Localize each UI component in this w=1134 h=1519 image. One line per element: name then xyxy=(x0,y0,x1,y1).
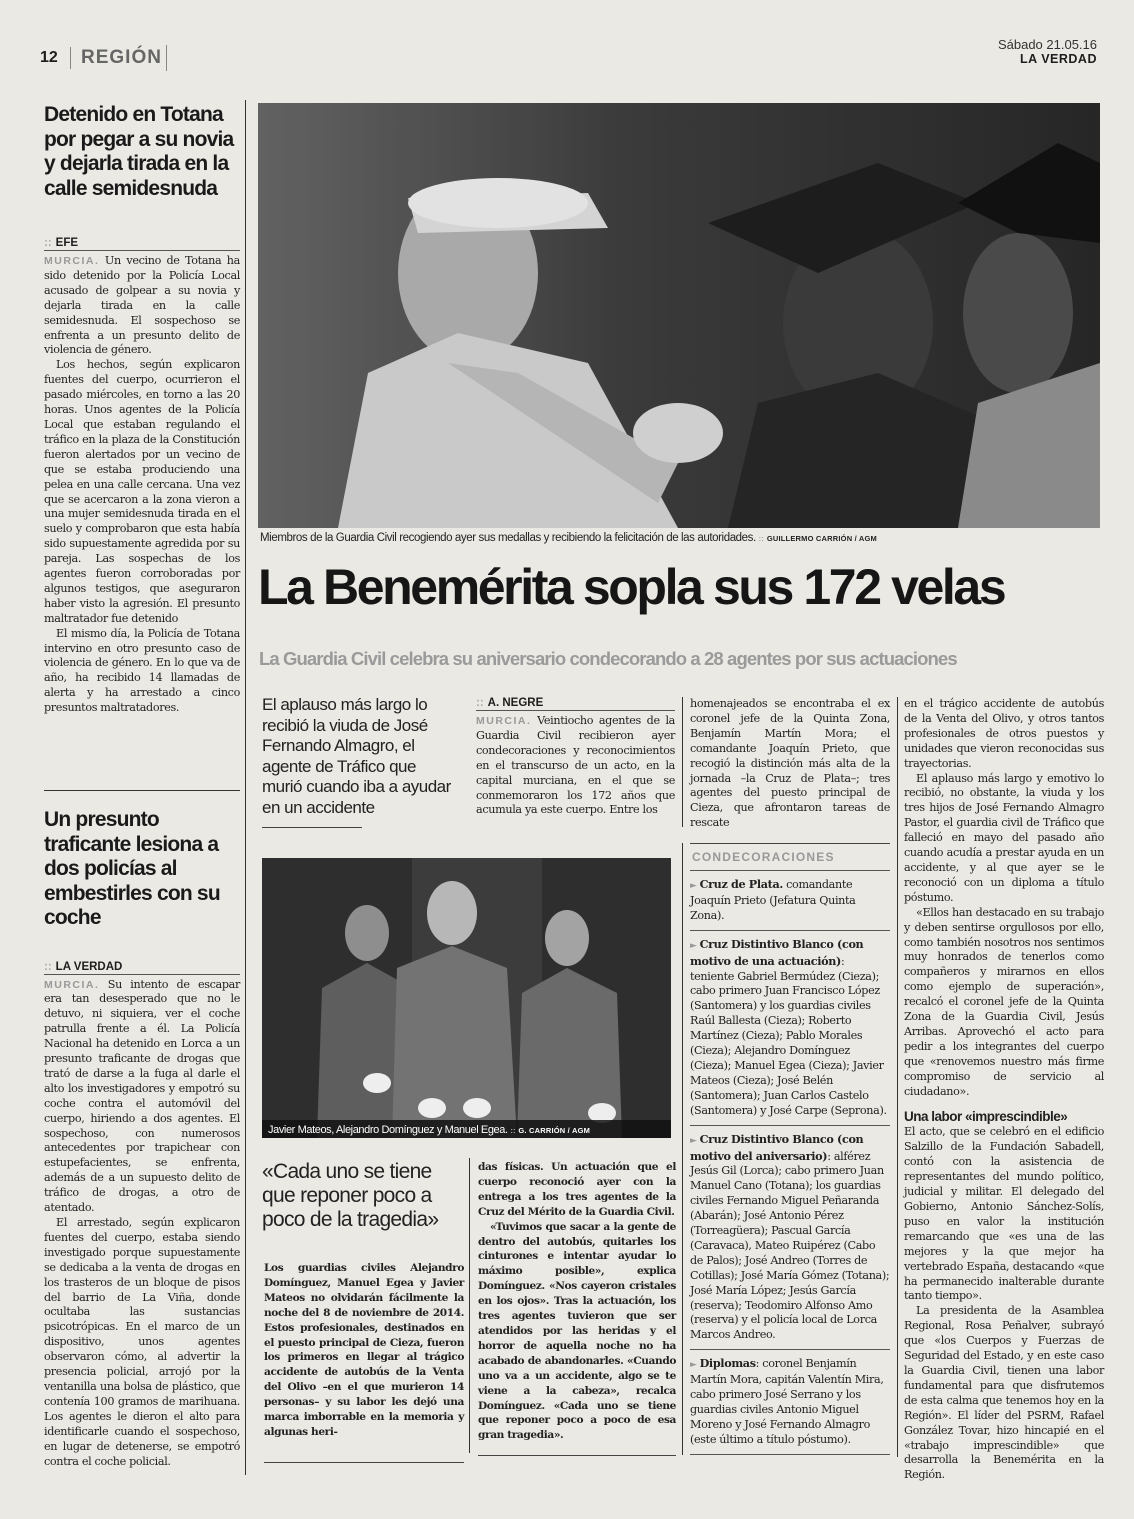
paragraph xyxy=(476,714,675,818)
paragraph: Los guardias civiles Alejandro Domínguez, Manuel Egea y Javier Mateos no olvidarán fácilmente la noche del 8 de noviembre de 2014. Estos profesionales, destinados en el puesto principal de Cieza, fueron los primeros en llegar al trágico accidente de autobús de la Venta del Olivo –en el que murieron 14 personas– y su labor les dejó una marca imborrable en la memoria y algunas heri- xyxy=(264,1262,464,1438)
decoration-item xyxy=(690,937,890,1119)
paragraph: El arrestado, según explicaron fuentes del cuerpo, estaba siendo investigado porque supuestamente se dedicaba a la venta de drogas en los trasteros de un bloque de pisos del barrio de La Viña, donde ocultaba las sustancias psicotrópicas. En el marco de un dispositivo, unos agentes observaron cómo, al advertir la presencia policial, arrojó por la ventanilla una bolsa de plástico, que contenía 100 gramos de marihuana. Los agentes le dieron el alto para identificarle cuando el sospechoso, en lugar de detenerse, se empotró contra el coche policial. xyxy=(44,1216,240,1468)
issue-date: Sábado 21.05.16 xyxy=(997,37,1097,52)
paragraph: «Tuvimos que sacar a la gente de dentro del autobús, quitarles los cinturones e intentar ayudar lo máximo posible», explica Domínguez. «Nos cayeron cristales en los ojos». Tras la actuación, los tres agentes tuvieron que ser atendidos por las heridas y el horror de aquella noche no ha acabado de abandonarles. «Cuando uno va a un accidente, algo se te viene a la cabeza», recalca Domínguez. «Cada uno se tiene que reponer poco a poco de esa gran tragedia». xyxy=(478,1220,676,1442)
photo-credit: G. CARRIÓN / AGM xyxy=(518,1126,591,1135)
paragraph: La presidenta de la Asamblea Regional, Rosa Peñalver, subrayó que «los Cuerpos y Fuerzas de Seguridad del Estado, y en este caso la Guardia Civil, tienen una labor fundamental para que disfrutemos de esta calma que tenemos hoy en la Región». El líder del PSRM, Rafael González Tovar, hizo hincapié en el «trabajo imprescindible» que desarrolla la Benemérita en la Región. xyxy=(904,1304,1104,1482)
column-divider xyxy=(682,697,683,827)
paragraph-text: Un vecino de Totana ha sido detenido por la Policía Local acusado de golpear a su novia y dejarla tirada en la calle semidesnuda. El sospechoso se enfrenta a un presunto delito de violencia de género. xyxy=(44,254,240,357)
main-headline: La Benemérita sopla sus 172 velas xyxy=(258,559,1005,615)
column-divider xyxy=(682,843,683,1455)
byline-marker-icon: :: xyxy=(44,237,52,249)
side-story-1 xyxy=(44,103,240,716)
decoration-text: : alférez Jesús Gil (Lorca); cabo primero Juan Manuel Cano (Totana); los guardias civiles Fernando Miguel Peñaranda (Abarán); José Antonio Pérez (Torreagüera); Pascual García (Caravaca), Mateo Ruipérez (Cabo de Palos); José Andreo (Torres de Cotillas); José María Gómez (Totana); José María López; Jesús García (reserva); Teodomiro Alfonso Amo (reserva) y el policía local de Lorca Marcos Andreo. xyxy=(690,1149,890,1342)
main-subheadline: La Guardia Civil celebra su aniversario condecorando a 28 agentes por sus actuaciones xyxy=(259,648,957,669)
decoration-item xyxy=(690,1132,890,1344)
sidebar-divider xyxy=(690,930,890,931)
decorations-sidebar xyxy=(690,843,890,1461)
paragraph-text: Su intento de escapar era tan desesperado que no le detuvo, ni siquiera, ver el coche patrulla frente a él. La Policía Nacional ha detenido en Lorca a un presunto traficante de drogas que trató de darse a la fuga al darle el alto los investigadores y empotró su coche contra el automóvil del cuerpo, hiriendo a dos agentes. El sospechoso, con numerosos antecedentes por trapichear con estupefacientes, se enfrenta, además de a un supuesto delito de tráfico de drogas, a otro de atentado. xyxy=(44,977,240,1215)
paragraph: «Ellos han destacado en su trabajo y deben sentirse orgullosos por ello, como también nosotros nos sentimos muy honrados de tenerlos como compañeros y mirarnos en ellos como ejemplo de superación», recalcó el coronel jefe de la Quinta Zona de la Guardia Civil, Jesús Arribas. Aprovechó el acto para pedir a los integrantes del cuerpo que «renovemos nuestro más firme compromiso de servicio al ciudadano». xyxy=(904,905,1104,1098)
inset-photo xyxy=(262,858,671,1138)
decoration-label: Diplomas xyxy=(699,1356,756,1371)
inset-bottom-rule xyxy=(264,1462,464,1463)
location-kicker: MURCIA. xyxy=(476,715,532,727)
side-story-1-byline xyxy=(44,237,240,251)
decoration-text: : teniente Gabriel Bermúdez (Cieza); cabo primero Juan Francisco López (Santomera) y los guardias civiles Raúl Ballesta (Cieza); Roberto Martínez (Cieza); Pablo Morales (Cieza); Alejandro Domínguez (Cieza); Manuel Egea (Cieza); Javier Mateos (Cieza); José Belén (Santomera); Juan Carlos Castelo (Santomera) y José Carpe (Seprona). xyxy=(690,954,887,1117)
sidebar-top-rule xyxy=(690,843,890,844)
byline-text: EFE xyxy=(55,237,79,249)
paragraph xyxy=(44,254,240,358)
pull-quote: El aplauso más largo lo recibió la viuda de José Fernando Almagro, el agente de Tráfico que murió cuando iba a ayudar en un accidente xyxy=(262,695,451,817)
paragraph: homenajeados se encontraba el ex coronel jefe de la Quinta Zona, Benjamín Martín Mora; el comandante Joaquín Prieto, que recogió la distinción más alta de la jornada –la Cruz de Plata–; tres agentes del puesto principal de Cieza, que afrontaron tareas de rescate xyxy=(690,697,890,830)
paragraph-text: Veintiocho agentes de la Guardia Civil recibieron ayer condecoraciones y reconocimientos en el transcurso de un acto, en la capital murciana, en el que se conmemoraron los 172 años que acumula ya este cuerpo. Entre los xyxy=(476,714,675,817)
main-col-1-body xyxy=(476,714,675,818)
main-photo-caption xyxy=(260,532,1100,544)
column-divider xyxy=(245,100,246,1475)
inset-quote-headline: «Cada uno se tiene que reponer poco a poco de la tragedia» xyxy=(262,1160,439,1231)
inset-photo-caption xyxy=(268,1124,590,1136)
main-byline xyxy=(476,697,675,711)
sidebar-title: CONDECORACIONES xyxy=(692,850,835,864)
story-separator xyxy=(44,790,240,791)
decoration-item xyxy=(690,877,890,924)
caption-text: Miembros de la Guardia Civil recogiendo ayer sus medallas y recibiendo la felicitación de las autoridades. xyxy=(260,532,756,544)
triangle-bullet-icon: ► xyxy=(690,1135,697,1146)
side-story-1-headline: Detenido en Totana por pegar a su novia y dejarla tirada en la calle semidesnuda xyxy=(44,103,234,200)
pull-quote-rule xyxy=(262,827,362,828)
side-story-2-body xyxy=(44,978,240,1470)
paragraph: El mismo día, la Policía de Totana intervino en otro presunto caso de violencia de género. En lo que va de año, ha recibido 14 llamadas de alerta y ha arrestado a cinco presuntos maltratadores. xyxy=(44,626,240,715)
byline-text: LA VERDAD xyxy=(55,960,123,973)
side-story-2 xyxy=(44,808,240,1469)
column-divider xyxy=(469,1158,470,1453)
triangle-bullet-icon: ► xyxy=(690,1360,697,1371)
publication-name: LA VERDAD xyxy=(1020,52,1097,66)
byline-marker-icon: :: xyxy=(44,960,52,973)
main-photo xyxy=(258,103,1100,528)
location-kicker: MURCIA. xyxy=(44,255,100,267)
decoration-label: Cruz Distintivo Blanco (con motivo del aniversario) xyxy=(690,1131,864,1163)
paragraph xyxy=(44,978,240,1217)
section-title: REGIÓN xyxy=(81,47,162,68)
byline-marker-icon: :: xyxy=(476,697,484,709)
photo-credit: GUILLERMO CARRIÓN / AGM xyxy=(766,534,877,543)
paragraph: das físicas. Un actuación que el cuerpo reconoció ayer con la entrega a los tres agentes de la Cruz del Mérito de la Guardia Civil. xyxy=(478,1161,676,1218)
photo-credit-marker: :: xyxy=(510,1126,516,1135)
paragraph: Los hechos, según explicaron fuentes del cuerpo, ocurrieron el pasado miércoles, en torno a las 20 horas. Unos agentes de la Policía Local que estaban regulando el tráfico en la plaza de la Constitución fueron alertados por un vecino de que se estaba produciendo una pelea en una calle cercana. Una vez que se acercaron a la zona vieron a una mujer semidesnuda tirada en el suelo y comprobaron que esta había sido supuestamente agredida por su pareja. Las sospechas de los agentes fueron corroboradas por algunos testigos, que aseguraron haber visto la agresión. El presunto maltratador fue detenido xyxy=(44,358,240,625)
decoration-text: comandante Joaquín Prieto (Jefatura Quinta Zona). xyxy=(690,878,856,922)
triangle-bullet-icon: ► xyxy=(690,940,697,951)
paragraph: El aplauso más largo y emotivo lo recibió, no obstante, la viuda y los tres hijos de José Fernando Almagro Pastor, el guardia civil de Tráfico que falleció en mayo del pasado año cuando acudía a prestar ayuda en un accidente, y al que ayer se le reconoció con un diploma a título póstumo. xyxy=(904,771,1104,904)
subhead: Una labor «imprescindible» xyxy=(904,1109,1068,1125)
main-col-2 xyxy=(690,697,890,831)
inset-bottom-rule-2 xyxy=(478,1455,676,1456)
inset-photo-image xyxy=(262,858,671,1138)
column-divider xyxy=(897,697,898,1457)
sidebar-divider xyxy=(690,1125,890,1126)
byline-text: A. NEGRE xyxy=(487,697,544,709)
main-photo-image xyxy=(258,103,1100,528)
caption-text: Javier Mateos, Alejandro Domínguez y Manuel Egea. xyxy=(268,1124,508,1136)
side-story-2-headline: Un presunto traficante lesiona a dos policías al embestirles con su coche xyxy=(44,808,220,929)
paragraph: El acto, que se celebró en el edificio Salzillo de la Fundación Sabadell, contó con la asistencia de representantes del mundo político, judicial y militar. El delegado del Gobierno, Antonio Sánchez-Solís, puso en valor la institución remarcando que «es una de las mejores y la que mejor ha vertebrado España, destacando «que ha permanecido inalterable durante tanto tiempo». xyxy=(904,1125,1104,1303)
sidebar-divider xyxy=(690,1349,890,1350)
header-divider xyxy=(70,47,71,69)
sidebar-divider xyxy=(690,1454,890,1455)
side-story-2-byline xyxy=(44,961,240,975)
decoration-label: Cruz de Plata. xyxy=(699,877,783,891)
decoration-label: Cruz Distintivo Blanco (con motivo de una actuación) xyxy=(690,936,864,968)
side-story-1-body xyxy=(44,254,240,716)
header-divider-2 xyxy=(166,45,167,71)
page-number: 12 xyxy=(40,49,58,66)
main-col-3 xyxy=(904,697,1104,1483)
main-col-1 xyxy=(476,697,675,818)
triangle-bullet-icon: ► xyxy=(690,881,697,891)
photo-credit-marker: :: xyxy=(758,534,765,543)
location-kicker: MURCIA. xyxy=(44,978,100,991)
decoration-item xyxy=(690,1356,890,1447)
paragraph: en el trágico accidente de autobús de la Venta del Olivo, y otros tantos profesionales de otros puestos y unidades que vieron reconocidas sus trayectorias. xyxy=(904,697,1104,770)
inset-col-2 xyxy=(478,1160,676,1443)
inset-col-1 xyxy=(264,1261,464,1440)
sidebar-divider xyxy=(690,870,890,871)
decoration-text: : coronel Benjamín Martín Mora, capitán Valentín Mira, cabo primero José Serrano y los guardias civiles Antonio Miguel Moreno y José Fernando Almagro (este último a título póstumo). xyxy=(690,1357,884,1446)
